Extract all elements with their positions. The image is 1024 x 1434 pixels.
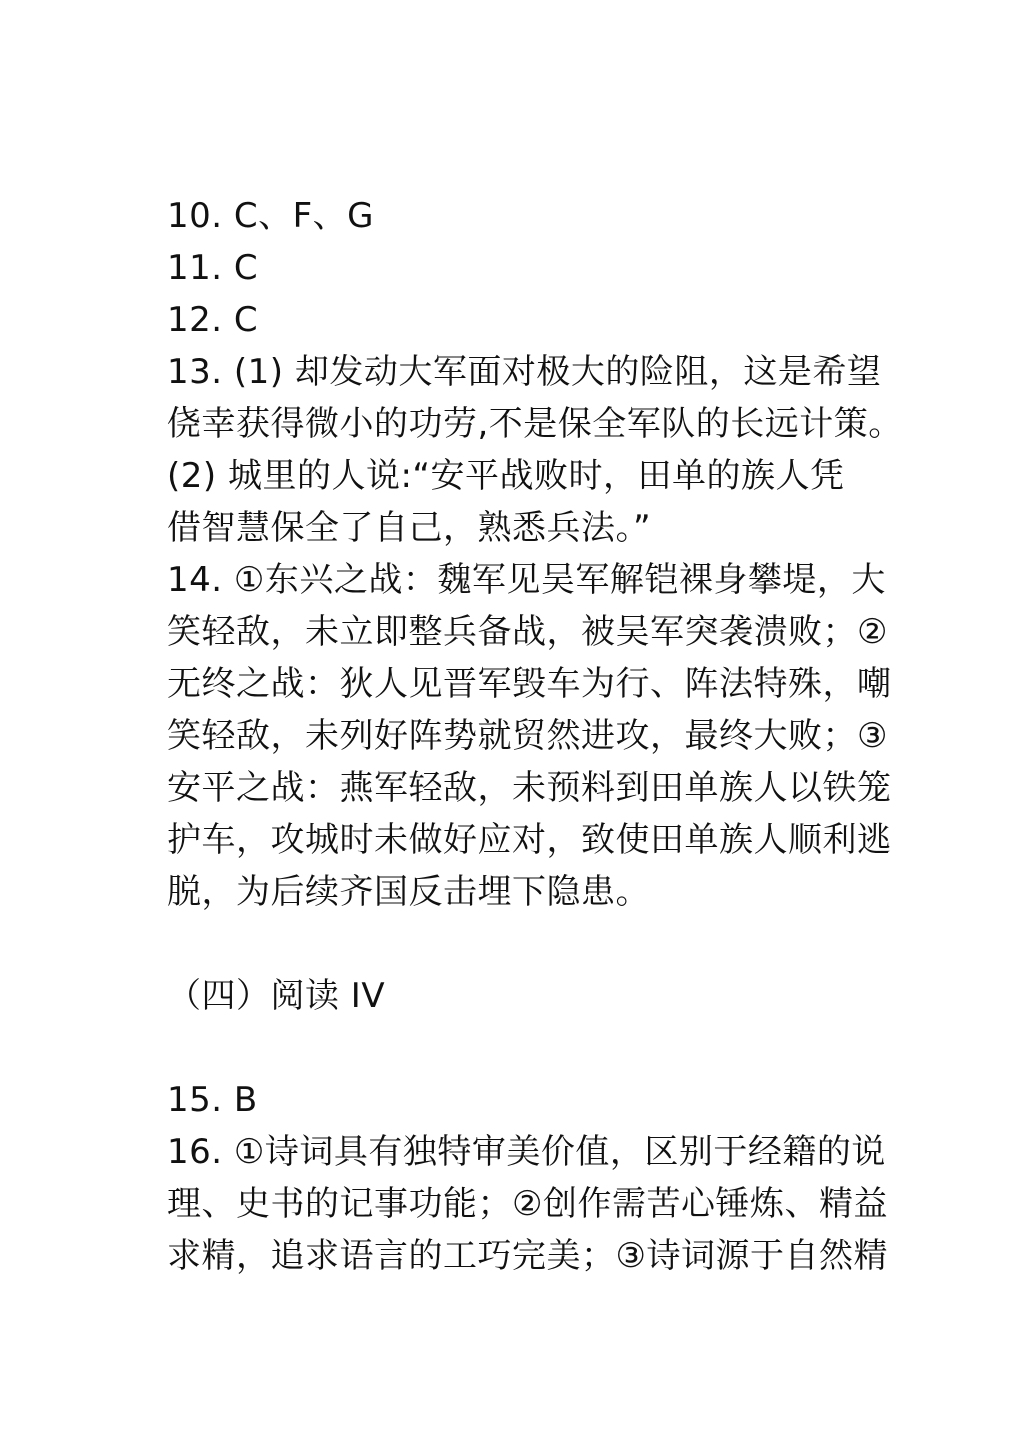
answer-line-14-cont-6: 脱，为后续齐国反击埋下隐患。	[167, 872, 650, 912]
answer-line-15: 15. B	[167, 1080, 258, 1120]
answer-line-10: 10. C、F、G	[167, 196, 375, 236]
answer-line-13-1: 13. (1) 却发动大军面对极大的险阻，这是希望	[167, 352, 882, 392]
answer-line-14-cont-2: 无终之战：狄人见晋军毁车为行、阵法特殊，嘲	[167, 664, 892, 704]
answer-line-14-cont-4: 安平之战：燕军轻敌，未预料到田单族人以铁笼	[167, 768, 892, 808]
section-heading: （四）阅读 IV	[167, 976, 386, 1016]
answer-line-16-cont-2: 求精，追求语言的工巧完美；③诗词源于自然精	[167, 1236, 888, 1276]
answer-line-11: 11. C	[167, 248, 259, 288]
answer-line-16-cont-1: 理、史书的记事功能；②创作需苦心锤炼、精益	[167, 1184, 888, 1224]
answer-line-12: 12. C	[167, 300, 259, 340]
answer-line-13-2-cont: 借智慧保全了自己，熟悉兵法。”	[167, 508, 652, 548]
answer-line-14-cont-3: 笑轻敌，未列好阵势就贸然进攻，最终大败；③	[167, 716, 888, 756]
document-page	[167, 190, 903, 1282]
section-spacer	[167, 918, 877, 970]
answer-line-14: 14. ①东兴之战：魏军见吴军解铠裸身攀堤，大	[167, 560, 886, 600]
answer-line-14-cont-5: 护车，攻城时未做好应对，致使田单族人顺利逃	[167, 820, 892, 860]
answer-line-16: 16. ①诗词具有独特审美价值，区别于经籍的说	[167, 1132, 886, 1172]
answer-line-13-2: (2) 城里的人说:“安平战败时，田单的族人凭	[167, 456, 845, 496]
section-spacer	[167, 1022, 877, 1074]
answer-line-14-cont-1: 笑轻敌，未立即整兵备战，被吴军突袭溃败；②	[167, 612, 888, 652]
answer-line-13-1-cont: 侥幸获得微小的功劳,不是保全军队的长远计策。	[167, 404, 903, 444]
